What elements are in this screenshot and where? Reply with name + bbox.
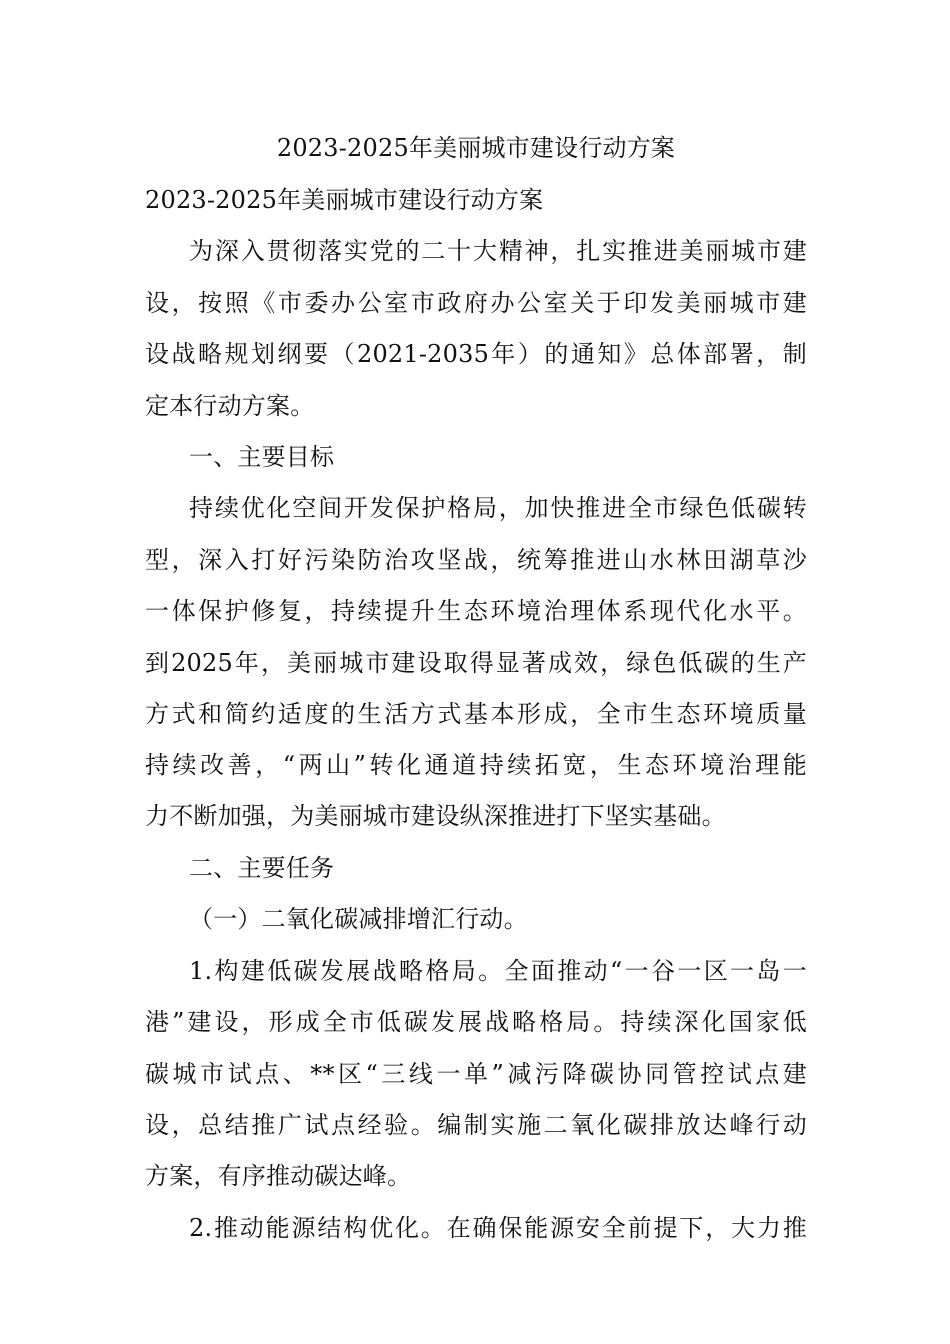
paragraph-line: 为深入贯彻落实党的二十大精神，扎实推进美丽城市建 (189, 237, 807, 265)
paragraph-line: 持续优化空间开发保护格局，加快推进全市绿色低碳转 (189, 494, 807, 522)
paragraph-line: 碳城市试点、**区“三线一单”减污降碳协同管控试点建 (145, 1060, 807, 1088)
paragraph-line: 港”建设，形成全市低碳发展战略格局。持续深化国家低 (145, 1008, 807, 1036)
paragraph-line: 设战略规划纲要（2021-2035年）的通知》总体部署，制 (145, 340, 807, 368)
section-heading: 二、主要任务 (189, 854, 335, 882)
paragraph-line: 持续改善，“两山”转化通道持续拓宽，生态环境治理能 (145, 751, 807, 779)
paragraph-line: 到2025年，美丽城市建设取得显著成效，绿色低碳的生产 (145, 649, 807, 677)
paragraph-line: 2.推动能源结构优化。在确保能源安全前提下，大力推 (189, 1214, 807, 1242)
paragraph-line: 型，深入打好污染防治攻坚战，统筹推进山水林田湖草沙 (145, 546, 807, 574)
paragraph-line: 设，按照《市委办公室市政府办公室关于印发美丽城市建 (145, 289, 807, 317)
document-subtitle: 2023-2025年美丽城市建设行动方案 (145, 186, 544, 214)
paragraph-line: 1.构建低碳发展战略格局。全面推动“一谷一区一岛一 (189, 957, 807, 985)
paragraph-line: 设，总结推广试点经验。编制实施二氧化碳排放达峰行动 (145, 1111, 807, 1139)
paragraph-line: 方式和简约适度的生活方式基本形成，全市生态环境质量 (145, 700, 807, 728)
paragraph-line: 一体保护修复，持续提升生态环境治理体系现代化水平。 (145, 597, 807, 625)
section-heading: 一、主要目标 (189, 443, 335, 471)
paragraph-line: 定本行动方案。 (145, 392, 315, 420)
document-title: 2023-2025年美丽城市建设行动方案 (276, 134, 676, 162)
paragraph-line: 力不断加强，为美丽城市建设纵深推进打下坚实基础。 (145, 802, 726, 830)
subsection-heading: （一）二氧化碳减排增汇行动。 (189, 905, 528, 933)
paragraph-line: 方案，有序推动碳达峰。 (145, 1162, 412, 1190)
